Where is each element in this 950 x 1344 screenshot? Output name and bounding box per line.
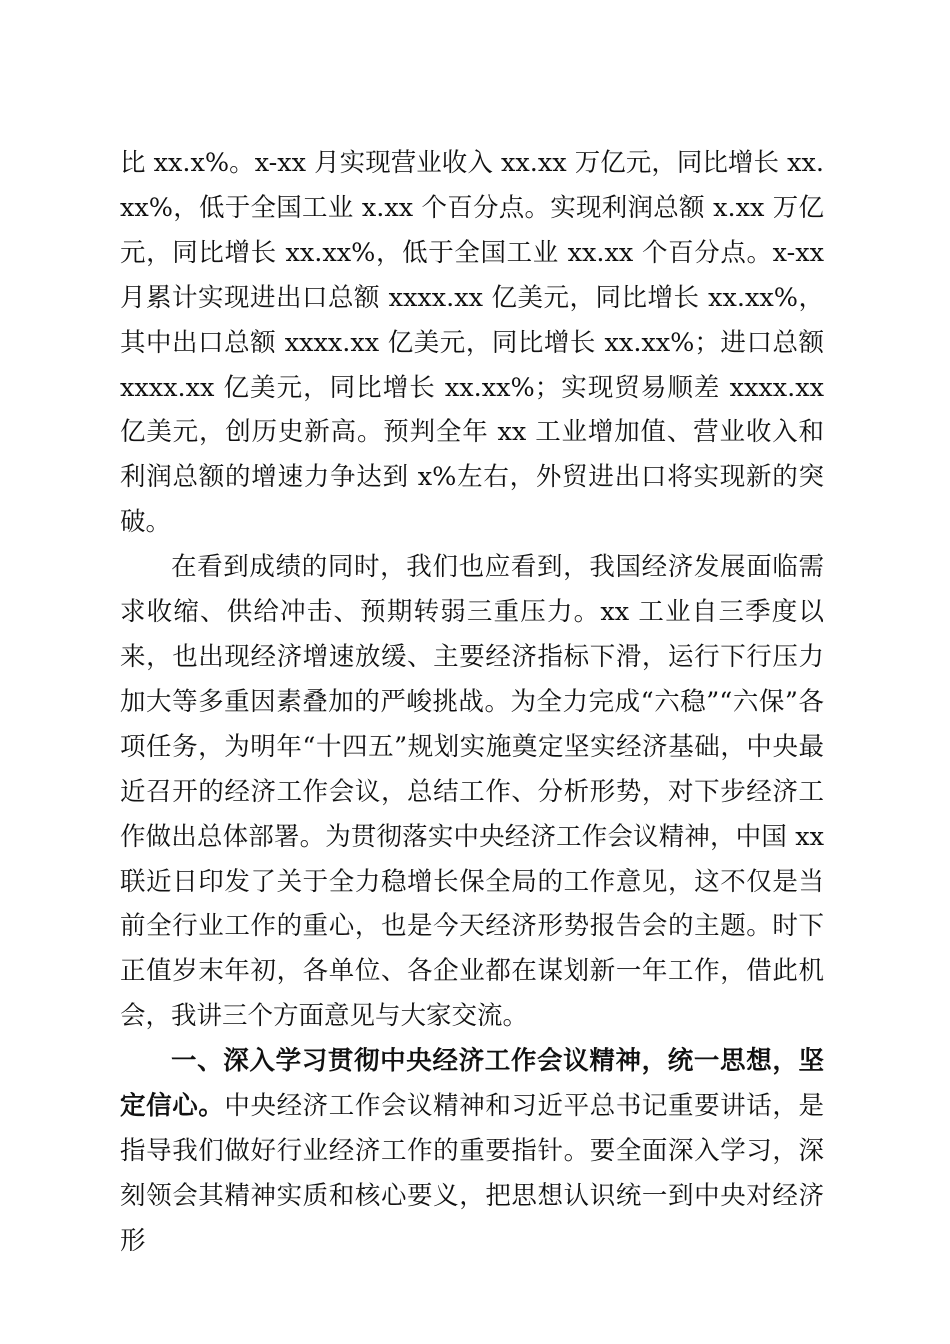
paragraph-section-one bbox=[120, 1039, 824, 1264]
section-one-heading: 一、深入学习贯彻中央经济工作会议精神，统一思想，坚定信心。 bbox=[120, 1046, 824, 1122]
paragraph-economic-figures: 比 xx.x%。x-xx 月实现营业收入 xx.xx 万亿元，同比增长 xx.xx%，低于全国工业 x.xx 个百分点。实现利润总额 x.xx 万亿元，同比增长 xx.xx%，低于全国工业 xx.xx 个百分点。x-xx 月累计实现进出口总额 xxxx.xx 亿美元，同比增长 xx.xx%，其中出口总额 xxxx.xx 亿美元，同比增长 xx.xx%；进口总额 xxxx.xx 亿美元，同比增长 xx.xx%；实现贸易顺差 xxxx.xx 亿美元，创历史新高。预判全年 xx 工业增加值、营业收入和利润总额的增速力争达到 x%左右，外贸进出口将实现新的突破。 bbox=[120, 148, 824, 538]
paragraph-challenges: 在看到成绩的同时，我们也应看到，我国经济发展面临需求收缩、供给冲击、预期转弱三重压力。xx 工业自三季度以来，也出现经济增速放缓、主要经济指标下滑，运行下行压力加大等多重因素叠加的严峻挑战。为全力完成“六稳”“六保”各项任务，为明年“十四五”规划实施奠定坚实经济基础，中央最近召开的经济工作会议，总结工作、分析形势，对下步经济工作做出总体部署。为贯彻落实中央经济工作会议精神，中国 xx 联近日印发了关于全力稳增长保全局的工作意见，这不仅是当前全行业工作的重心，也是今天经济形势报告会的主题。时下正值岁末年初，各单位、各企业都在谋划新一年工作，借此机会，我讲三个方面意见与大家交流。 bbox=[120, 552, 824, 1032]
document-body bbox=[120, 141, 824, 1264]
section-one-text: 中央经济工作会议精神和习近平总书记重要讲话，是指导我们做好行业经济工作的重要指针。要全面深入学习，深刻领会其精神实质和核心要义，把思想认识统一到中央对经济形 bbox=[120, 1091, 824, 1256]
